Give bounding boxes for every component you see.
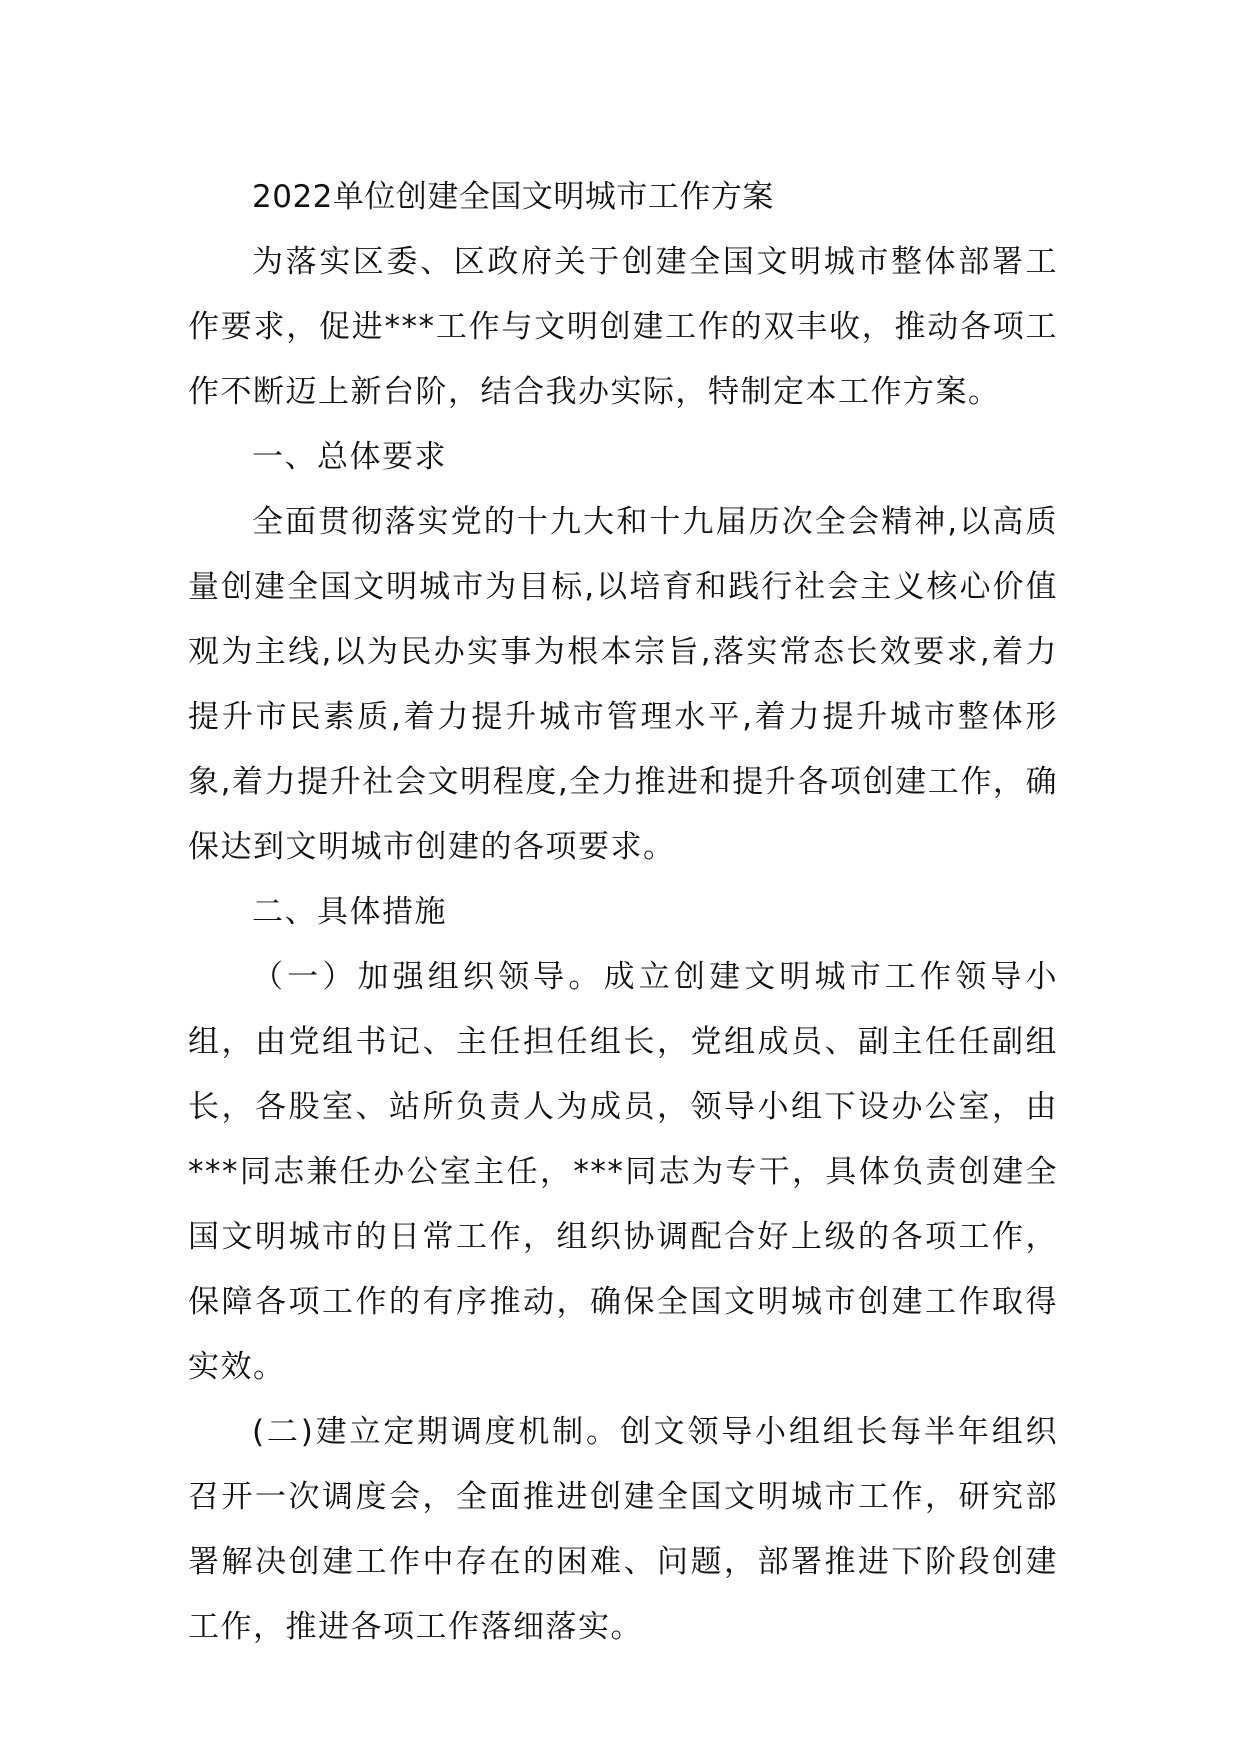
document-body (188, 165, 1058, 1660)
measure-item-2-paragraph: (二)建立定期调度机制。创文领导小组组长每半年组织召开一次调度会，全面推进创建全国文明城市工作，研究部署解决创建工作中存在的困难、问题，部署推进下阶段创建工作，推进各项工作落细落实。 (188, 1414, 1058, 1645)
measure-item-1-paragraph: （一）加强组织领导。成立创建文明城市工作领导小组，由党组书记、主任担任组长，党组成员、副主任任副组长，各股室、站所负责人为成员，领导小组下设办公室，由***同志兼任办公室主任，***同志为专干，具体负责创建全国文明城市的日常工作，组织协调配合好上级的各项工作，保障各项工作的有序推动，确保全国文明城市创建工作取得实效。 (188, 959, 1058, 1385)
document-title: 2022单位创建全国文明城市工作方案 (252, 179, 774, 215)
general-requirements-paragraph: 全面贯彻落实党的十九大和十九届历次全会精神,以高质量创建全国文明城市为目标,以培育和践行社会主义核心价值观为主线,以为民办实事为根本宗旨,落实常态长效要求,着力提升市民素质,着力提升城市管理水平,着力提升城市整体形象,着力提升社会文明程度,全力推进和提升各项创建工作，确保达到文明城市创建的各项要求。 (188, 504, 1058, 865)
intro-paragraph: 为落实区委、区政府关于创建全国文明城市整体部署工作要求，促进***工作与文明创建工作的双丰收，推动各项工作不断迈上新台阶，结合我办实际，特制定本工作方案。 (188, 244, 1058, 410)
section-heading-specific-measures: 二、具体措施 (252, 894, 447, 930)
section-heading-general-requirements: 一、总体要求 (252, 439, 447, 475)
